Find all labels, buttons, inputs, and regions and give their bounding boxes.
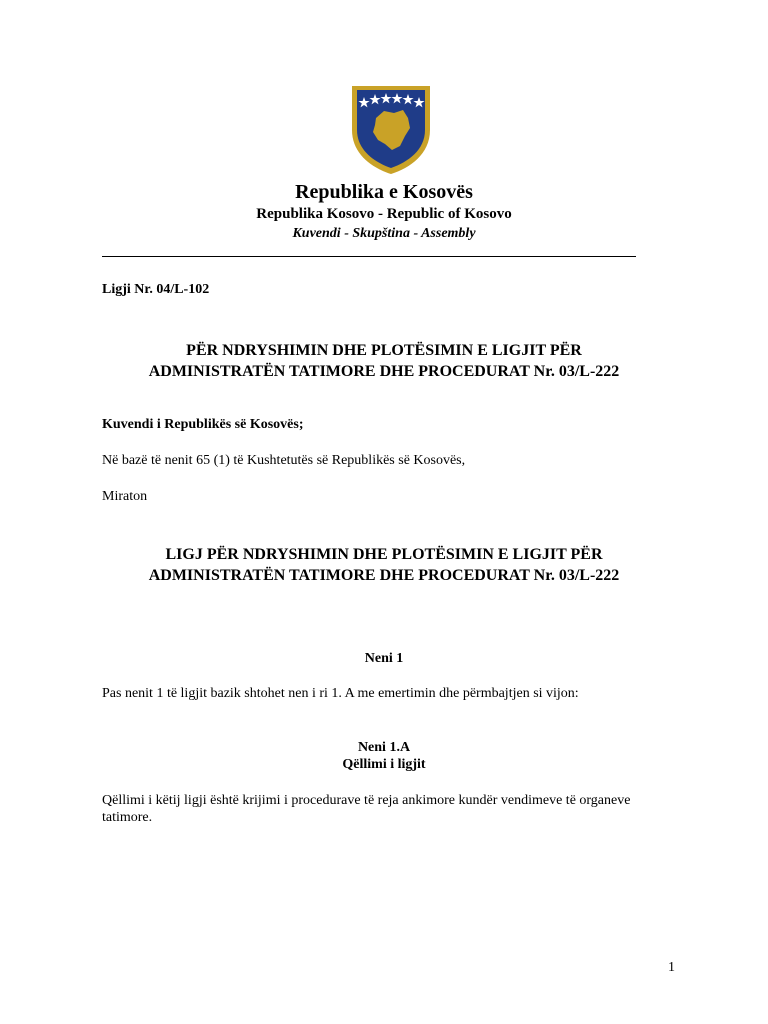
- law-title-line-1: PËR NDRYSHIMIN DHE PLOTËSIMIN E LIGJIT PËR: [186, 342, 582, 359]
- preamble-assembly: Kuvendi i Republikës së Kosovës;: [102, 417, 304, 432]
- law-number: Ligji Nr. 04/L-102: [102, 282, 210, 297]
- document-title: Republika e Kosovës: [295, 181, 473, 203]
- article-1a-text-line-2: tatimore.: [102, 810, 153, 825]
- preamble-adopts: Miraton: [102, 489, 148, 504]
- assembly-line: Kuvendi - Skupština - Assembly: [292, 226, 476, 241]
- page-number: 1: [668, 960, 675, 975]
- article-1-text: Pas nenit 1 të ligjit bazik shtohet nen i ri 1. A me emertimin dhe përmbajtjen si vijon:: [102, 686, 579, 701]
- article-1a-subtitle: Qëllimi i ligjit: [342, 757, 426, 772]
- article-1a-title: Neni 1.A: [357, 740, 411, 755]
- article-1-title: Neni 1: [364, 651, 404, 666]
- header-divider: [102, 256, 636, 257]
- preamble-basis: Në bazë të nenit 65 (1) të Kushtetutës së Republikës së Kosovës,: [102, 453, 466, 468]
- law-heading-line-1: LIGJ PËR NDRYSHIMIN DHE PLOTËSIMIN E LIGJIT PËR: [165, 546, 603, 563]
- kosovo-coat-of-arms-emblem: [348, 80, 434, 176]
- law-title-line-2: ADMINISTRATËN TATIMORE DHE PROCEDURAT Nr. 03/L-222: [148, 363, 620, 380]
- article-1a-text-line-1: Qëllimi i këtij ligji është krijimi i procedurave të reja ankimore kundër vendimeve të organeve: [102, 793, 631, 808]
- law-heading-line-2: ADMINISTRATËN TATIMORE DHE PROCEDURAT Nr. 03/L-222: [148, 567, 620, 584]
- document-subtitle: Republika Kosovo - Republic of Kosovo: [256, 206, 512, 222]
